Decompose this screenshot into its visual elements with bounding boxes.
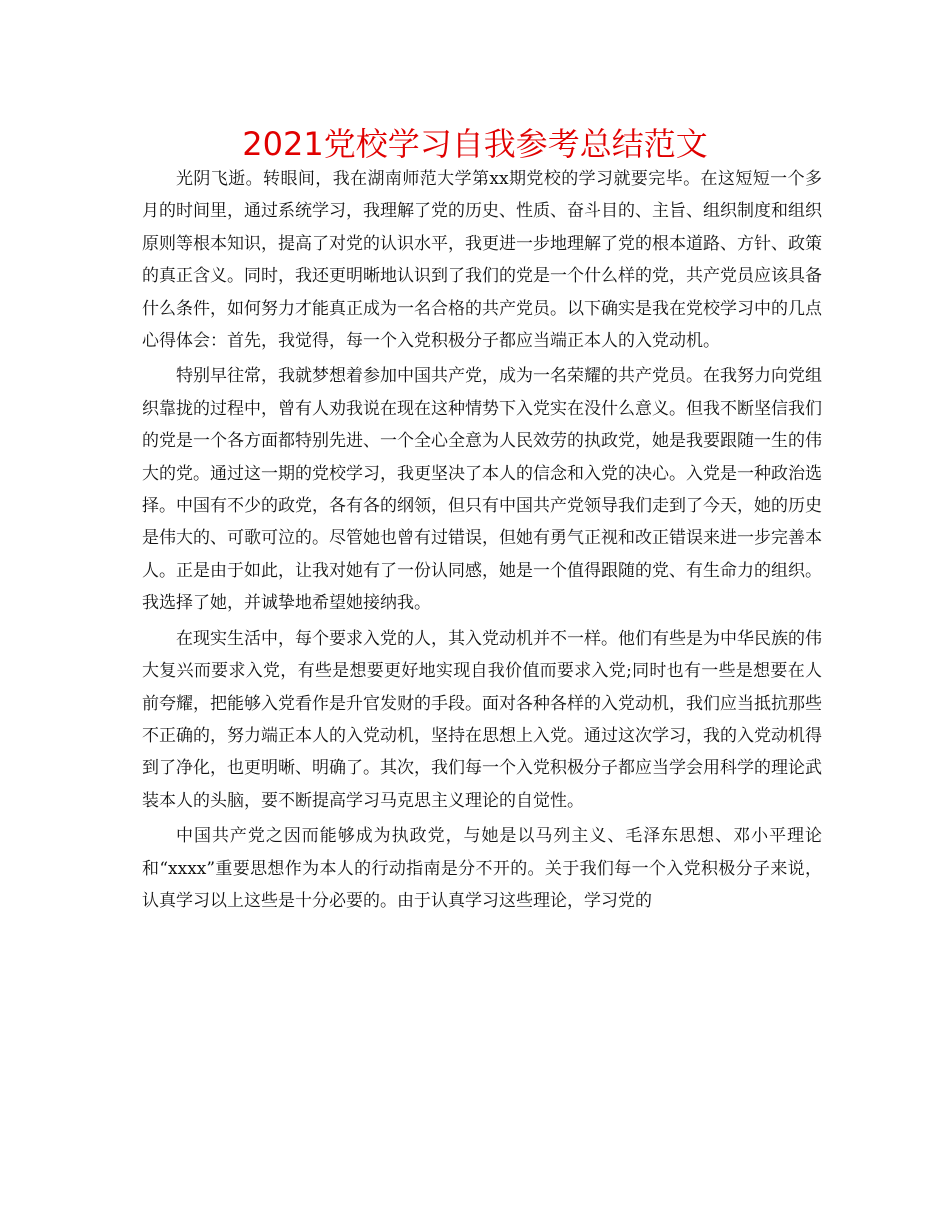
paragraph: 在现实生活中，每个要求入党的人，其入党动机并不一样。他们有些是为中华民族的伟大复兴而要求入党，有些是想要更好地实现自我价值而要求入党;同时也有一些是想要在人前夸耀，把能够入党看作是升官发财的手段。面对各种各样的入党动机，我们应当抵抗那些不正确的，努力端正本人的入党动机，坚持在思想上入党。通过这次学习，我的入党动机得到了净化，也更明晰、明确了。其次，我们每一个入党积极分子都应当学会用科学的理论武装本人的头脑，要不断提高学习马克思主义理论的自觉性。 bbox=[142, 628, 822, 811]
paragraph: 特别早往常，我就梦想着参加中国共产党，成为一名荣耀的共产党员。在我努力向党组织靠拢的过程中，曾有人劝我说在现在这种情势下入党实在没什么意义。但我不断坚信我们的党是一个各方面都特别先进、一个全心全意为人民效劳的执政党，她是我要跟随一生的伟大的党。通过这一期的党校学习，我更坚决了本人的信念和入党的决心。入党是一种政治选择。中国有不少的政党，各有各的纲领，但只有中国共产党领导我们走到了今天，她的历史是伟大的、可歌可泣的。尽管她也曾有过错误，但她有勇气正视和改正错误来进一步完善本人。正是由于如此，让我对她有了一份认同感，她是一个值得跟随的党、有生命力的组织。我选择了她，并诚挚地希望她接纳我。 bbox=[142, 366, 822, 614]
document-title: 2021党校学习自我参考总结范文 bbox=[242, 125, 708, 163]
paragraph: 中国共产党之因而能够成为执政党，与她是以马列主义、毛泽东思想、邓小平理论和“xxxx”重要思想作为本人的行动指南是分不开的。关于我们每一个入党积极分子来说，认真学习以上这些是十分必要的。由于认真学习这些理论，学习党的 bbox=[142, 826, 822, 911]
document-body bbox=[142, 163, 822, 917]
paragraph: 光阴飞逝。转眼间，我在湖南师范大学第xx期党校的学习就要完毕。在这短短一个多月的时间里，通过系统学习，我理解了党的历史、性质、奋斗目的、主旨、组织制度和组织原则等根本知识，提高了对党的认识水平，我更进一步地理解了党的根本道路、方针、政策的真正含义。同时，我还更明晰地认识到了我们的党是一个什么样的党，共产党员应该具备什么条件，如何努力才能真正成为一名合格的共产党员。以下确实是我在党校学习中的几点心得体会：首先，我觉得，每一个入党积极分子都应当端正本人的入党动机。 bbox=[142, 169, 822, 352]
